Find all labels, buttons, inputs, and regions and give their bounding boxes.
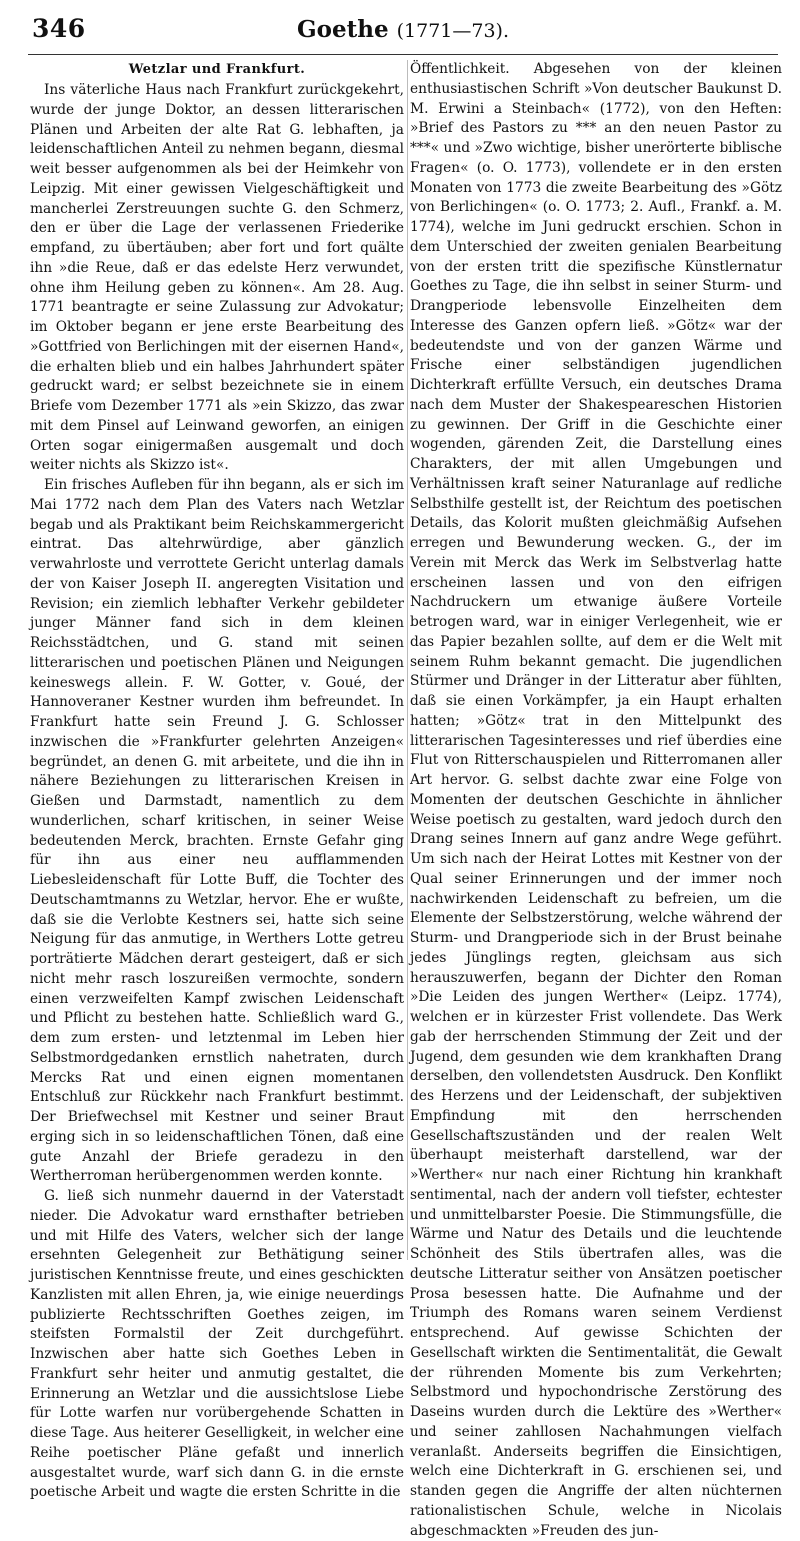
paragraph: Ein frisches Aufleben für ihn begann, als er sich im Mai 1772 nach dem Plan des Vaters nach Wetzlar begab und als Praktikant beim Reichskammergericht eintrat. Das altehrwürdige, aber gänzlich verwahrloste und verrottete Gericht unterlag damals der von Kaiser Joseph II. angeregten Visitation und Revision; ein ziemlich lebhafter Verkehr gebildeter junger Männer fand sich in dem kleinen Reichsstädtchen, und G. stand mit seinen litterarischen und poetischen Plänen und Neigungen keineswegs allein. F. W. Gotter, v. Goué, der Hannoveraner Kestner wurden ihm befreundet. In Frankfurt hatte sein Freund J. G. Schlosser inzwischen die »Frankfurter gelehrten Anzeigen« begründet, an denen G. mit arbeitete, und die ihn in nähere Beziehungen zu litterarischen Kreisen in Gießen und Darmstadt, namentlich zu dem wunderlichen, scharf kritischen, in seiner Weise bedeutenden Merck, brachten. Ernste Gefahr ging für ihn aus einer neu aufflammenden Liebesleidenschaft für Lotte Buff, die Tochter des Deutschamtmanns zu Wetzlar, hervor. Ehe er wußte, daß sie die Verlobte Kestners sei, hatte sich seine Neigung für das anmutige, in Werthers Lotte getreu porträtierte Mädchen derart gesteigert, daß er sich nicht mehr rasch loszureißen vermochte, sondern einen verzweifelten Kampf zwischen Leidenschaft und Pflicht zu bestehen hatte. Schließlich ward G., dem zum ersten- und letztenmal im Leben hier Selbstmordgedanken ernstlich nahetraten, durch Mercks Rat und einen eignen momentanen Entschluß zur Rückkehr nach Frankfurt bestimmt. Der Briefwechsel mit Kestner und seiner Braut erging sich in so leidenschaftlichen Tönen, daß eine gute Anzahl der Briefe geradezu in den Wertherroman herübergenommen werden konnte. xyxy=(30,477,404,1185)
page-number: 346 xyxy=(32,14,86,43)
paragraph: Ins väterliche Haus nach Frankfurt zurückgekehrt, wurde der junge Doktor, an dessen litterarischen Plänen und Arbeiten der alte Rat G. lebhaften, ja leidenschaftlichen Anteil zu nehmen begann, diesmal weit besser aufgenommen als bei der Heimkehr von Leipzig. Mit einer gewissen Vielgeschäftigkeit und mancherlei Zerstreuungen suchte G. den Schmerz, den er über die Lage der verlassenen Friederike empfand, zu übertäuben; aber fort und fort quälte ihn »die Reue, daß er das edelste Herz verwundet, ohne ihm Heilung geben zu können«. Am 28. Aug. 1771 beantragte er seine Zulassung zur Advokatur; im Oktober begann er jene erste Bearbeitung des »Gottfried von Berlichingen mit der eisernen Hand«, die erhalten blieb und ein halbes Jahrhundert später gedruckt ward; er selbst bezeichnete sie in einem Briefe vom Dezember 1771 als »ein Skizzo, das zwar mit dem Pinsel auf Leinwand geworfen, an einigen Orten sogar einigermaßen ausgemalt und doch weiter nichts als Skizzo ist«. xyxy=(30,82,404,474)
paragraph: G. ließ sich nunmehr dauernd in der Vaterstadt nieder. Die Advokatur ward ernsthafter betrieben und mit Hilfe des Vaters, welcher sich der lange ersehnten Gelegenheit zur Bethätigung seiner juristischen Kenntnisse freute, und eines geschickten Kanzlisten mit allen Ehren, ja, wie einige neuerdings publizierte Rechtsschriften Goethes zeigen, im steifsten Formalstil der Zeit durchgeführt. Inzwischen aber hatte sich Goethes Leben in Frankfurt sehr heiter und anmutig gestaltet, die Erinnerung an Wetzlar und die aussichtslose Liebe für Lotte warfen nur vorübergehende Schatten in diese Tage. Aus heiterer Geselligkeit, in welcher eine Reihe poetischer Pläne gefaßt und innerlich ausgestaltet wurde, warf sich dann G. in die ernste poetische Arbeit und wagte die ersten Schritte in die xyxy=(30,1188,404,1501)
section-title: Wetzlar und Frankfurt. xyxy=(128,62,306,77)
header-rule xyxy=(28,54,778,55)
column-divider xyxy=(407,60,408,1260)
left-column xyxy=(30,60,404,1501)
paragraph: Öffentlichkeit. Abgesehen von der kleinen enthusiastischen Schrift »Von deutscher Baukunst D. M. Erwini a Steinbach« (1772), von den Heften: »Brief des Pastors zu *** an den neuen Pastor zu ***« und »Zwo wichtige, bisher unerörterte biblische Fragen« (o. O. 1773), vollendete er in den ersten Monaten von 1773 die zweite Bearbeitung des »Götz von Berlichingen« (o. O. 1773; 2. Aufl., Frankf. a. M. 1774), welche im Juni gedruckt erschien. Schon in dem Unterschied der zweiten genialen Bearbeitung von der ersten tritt die spezifische Künstlernatur Goethes zu Tage, die ihn selbst in seiner Sturm- und Drangperiode lebensvolle Einzelheiten dem Interesse des Ganzen opfern ließ. »Götz« war der bedeutendste und von der ganzen Wärme und Frische einer selbständigen jugendlichen Dichterkraft erfüllte Versuch, ein deutsches Drama nach dem Muster der Shakespeareschen Historien zu gewinnen. Der Griff in die Geschichte einer wogenden, gärenden Zeit, die Darstellung eines Charakters, der mit allen Umgebungen und Verhältnissen kraft seiner Naturanlage auf redliche Selbsthilfe gestellt ist, der Reichtum des poetischen Details, das Kolorit mußten gleichmäßig Aufsehen erregen und Bewunderung wecken. G., der im Verein mit Merck das Werk im Selbstverlag hatte erscheinen lassen und von den eifrigen Nachdruckern um etwanige äußere Vorteile betrogen ward, war in einiger Verlegenheit, wie er das Papier bezahlen sollte, auf dem er die Welt mit seinem Ruhm bekannt gemacht. Die jugendlichen Stürmer und Dränger in der Litteratur aber fühlten, daß sie einen Vorkämpfer, ja ein Haupt erhalten hatten; »Götz« trat in den Mittelpunkt des litterarischen Tagesinteresses und rief überdies eine Flut von Ritterschauspielen und Ritterromanen aller Art hervor. G. selbst dachte zwar eine Folge von Momenten der deutschen Geschichte in ähnlicher Weise poetisch zu gestalten, ward jedoch durch den Drang seines Innern auf ganz andre Wege geführt. Um sich nach der Heirat Lottes mit Kestner von der Qual seiner Erinnerungen und der immer noch nachwirkenden Leidenschaft zu befreien, um die Elemente der Selbstzerstörung, welche während der Sturm- und Drangperiode sich in der Brust beinahe jedes Jünglings regten, gleichsam aus sich herauszuwerfen, begann der Dichter den Roman »Die Leiden des jungen Werther« (Leipz. 1774), welchen er in kürzester Frist vollendete. Das Werk gab der herrschenden Stimmung der Zeit und der Jugend, dem gesunden wie dem krankhaften Drang derselben, den vollendetsten Ausdruck. Den Konflikt des Herzens und der Leidenschaft, der subjektiven Empfindung mit den herrschenden Gesellschaftszuständen und der realen Welt überhaupt meisterhaft darstellend, war der »Werther« nur nach einer Richtung hin krankhaft sentimental, nach der andern voll tiefster, echtester und unmittelbarster Poesie. Die Stimmungsfülle, die Wärme und Natur des Details und die leuchtende Schönheit des Stils übertrafen alles, was die deutsche Litteratur seither von Ansätzen poetischer Prosa besessen hatte. Die Aufnahme und der Triumph des Romans waren seinem Verdienst entsprechend. Auf gewisse Schichten der Gesellschaft wirkten die Sentimentalität, die Gewalt der rührenden Momente bis zum Verkehrten; Selbstmord und hypochondrische Zerstörung des Daseins wurden durch die Lektüre des »Werther« und seiner zahllosen Nachahmungen vielfach veranlaßt. Anderseits begriffen die Einsichtigen, welch eine Dichterkraft in G. erschienen sei, und standen gegen die Angriffe der alten nüchternen rationalistischen Schule, welche in Nicolais abgeschmackten »Freuden des jun- xyxy=(410,61,782,1539)
page-header xyxy=(28,10,778,54)
running-head xyxy=(28,16,778,43)
running-title: Goethe xyxy=(296,16,389,43)
right-column xyxy=(410,60,782,1539)
running-years: (1771—73). xyxy=(396,20,510,42)
